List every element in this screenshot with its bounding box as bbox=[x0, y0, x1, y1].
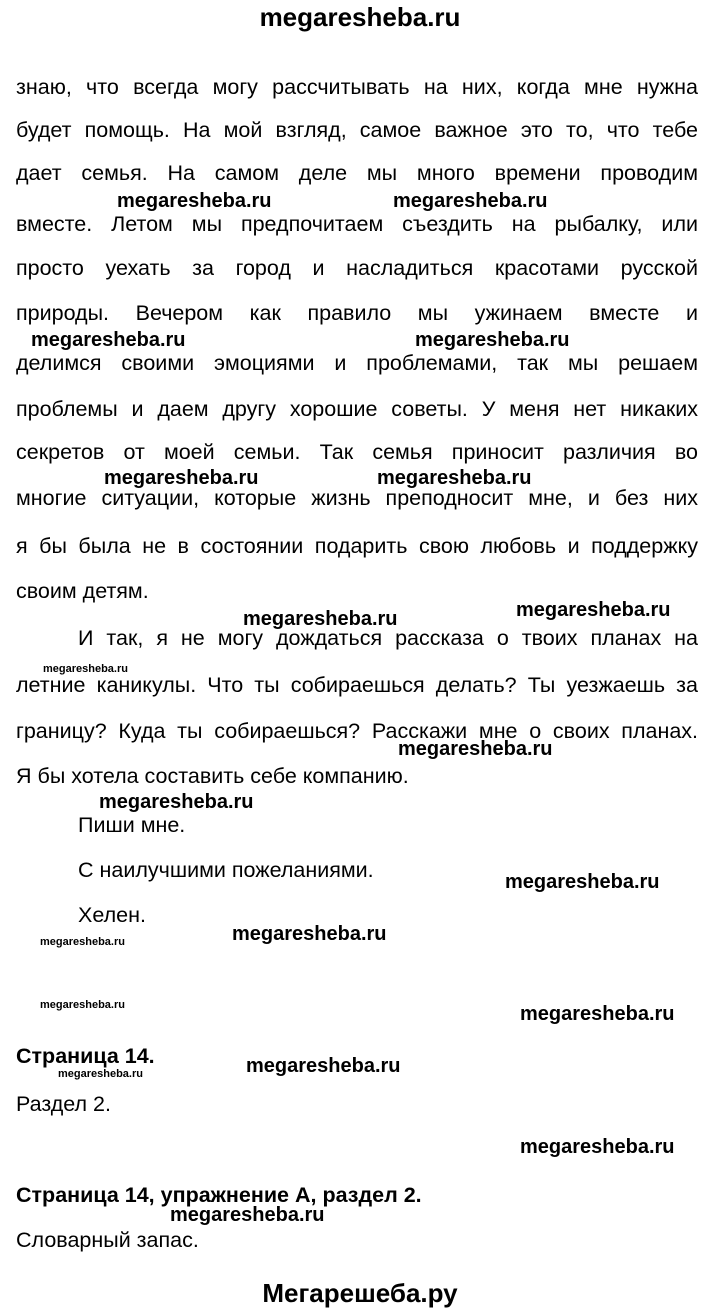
watermark: megaresheba.ru bbox=[58, 1068, 143, 1080]
letter-line: проблемы и даем другу хорошие советы. У меня нет никаких bbox=[16, 397, 698, 421]
letter-line: дает семья. На самом деле мы много времени проводим bbox=[16, 161, 698, 185]
watermark: megaresheba.ru bbox=[516, 599, 671, 621]
letter-line: Я бы хотела составить себе компанию. bbox=[16, 764, 409, 788]
watermark: megaresheba.ru bbox=[40, 936, 125, 948]
watermark: megaresheba.ru bbox=[99, 791, 254, 813]
letter-line: вместе. Летом мы предпочитаем съездить на рыбалку, или bbox=[16, 212, 698, 236]
closing-signature: Хелен. bbox=[78, 903, 146, 927]
watermark: megaresheba.ru bbox=[377, 467, 532, 489]
page-heading: Страница 14. bbox=[16, 1044, 155, 1068]
watermark: megaresheba.ru bbox=[505, 871, 660, 893]
watermark: megaresheba.ru bbox=[104, 467, 259, 489]
watermark: megaresheba.ru bbox=[520, 1136, 675, 1158]
letter-line: своим детям. bbox=[16, 579, 149, 603]
letter-line: И так, я не могу дождаться рассказа о твоих планах на bbox=[78, 626, 698, 650]
letter-line: будет помощь. На мой взгляд, самое важное это то, что тебе bbox=[16, 118, 698, 142]
site-footer: Мегарешеба.ру bbox=[262, 1278, 458, 1308]
watermark: megaresheba.ru bbox=[415, 329, 570, 351]
letter-line: просто уехать за город и насладиться красотами русской bbox=[16, 256, 698, 280]
watermark: megaresheba.ru bbox=[520, 1003, 675, 1025]
site-header: megaresheba.ru bbox=[259, 2, 461, 32]
watermark: megaresheba.ru bbox=[170, 1204, 325, 1226]
watermark: megaresheba.ru bbox=[43, 663, 128, 675]
watermark: megaresheba.ru bbox=[398, 738, 553, 760]
letter-line: я бы была не в состоянии подарить свою любовь и поддержку bbox=[16, 534, 698, 558]
closing-regards: С наилучшими пожеланиями. bbox=[78, 858, 374, 882]
section-part: Раздел 2. bbox=[16, 1092, 111, 1116]
letter-line: границу? Куда ты собираешься? Расскажи мне о своих планах. bbox=[16, 719, 698, 743]
watermark: megaresheba.ru bbox=[117, 190, 272, 212]
watermark: megaresheba.ru bbox=[232, 923, 387, 945]
section-topic: Словарный запас. bbox=[16, 1228, 199, 1252]
watermark: megaresheba.ru bbox=[31, 329, 186, 351]
watermark: megaresheba.ru bbox=[243, 608, 398, 630]
exercise-heading: Страница 14, упражнение A, раздел 2. bbox=[16, 1183, 422, 1207]
closing-write-me: Пиши мне. bbox=[78, 813, 186, 837]
letter-line: секретов от моей семьи. Так семья приносит различия во bbox=[16, 440, 698, 464]
letter-line: летние каникулы. Что ты собираешься делать? Ты уезжаешь за bbox=[16, 673, 698, 697]
watermark: megaresheba.ru bbox=[246, 1055, 401, 1077]
letter-line: знаю, что всегда могу рассчитывать на них, когда мне нужна bbox=[16, 75, 698, 99]
watermark: megaresheba.ru bbox=[40, 999, 125, 1011]
letter-line: природы. Вечером как правило мы ужинаем вместе и bbox=[16, 301, 698, 325]
watermark: megaresheba.ru bbox=[393, 190, 548, 212]
letter-line: многие ситуации, которые жизнь преподносит мне, и без них bbox=[16, 486, 698, 510]
letter-line: делимся своими эмоциями и проблемами, так мы решаем bbox=[16, 351, 698, 375]
